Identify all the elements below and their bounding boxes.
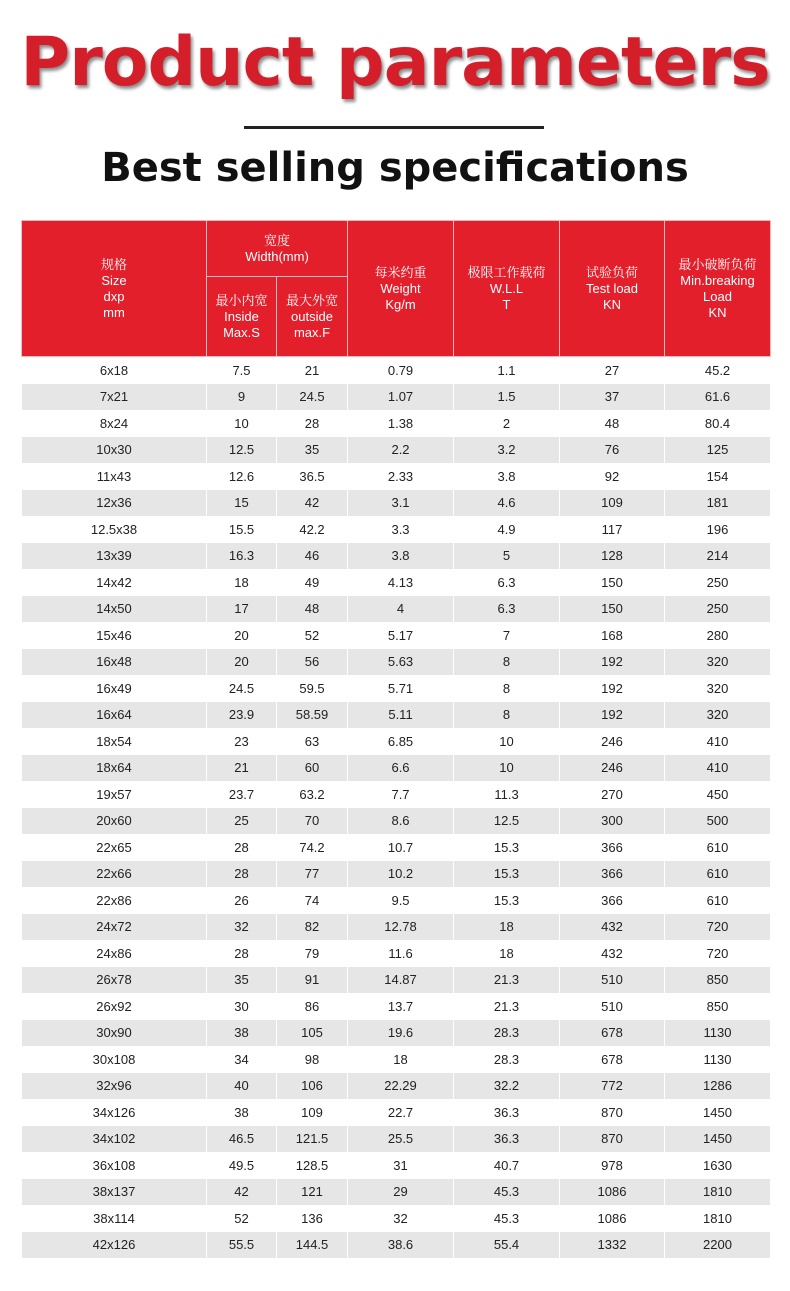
cell-breaking-load: 410 [665, 728, 771, 755]
cell-test-load: 270 [560, 781, 665, 808]
cell-inside: 32 [207, 914, 277, 941]
cell-test-load: 117 [560, 516, 665, 543]
cell-weight: 5.11 [348, 702, 454, 729]
cell-inside: 35 [207, 967, 277, 994]
table-row [22, 808, 771, 835]
cell-wll: 40.7 [454, 1152, 560, 1179]
cell-weight: 8.6 [348, 808, 454, 835]
cell-breaking-load: 720 [665, 940, 771, 967]
cell-breaking-load: 2200 [665, 1232, 771, 1259]
cell-outside: 63.2 [277, 781, 348, 808]
cell-outside: 60 [277, 755, 348, 782]
cell-weight: 22.7 [348, 1099, 454, 1126]
cell-size: 14x50 [22, 596, 207, 623]
cell-weight: 0.79 [348, 357, 454, 384]
cell-inside: 20 [207, 622, 277, 649]
cell-breaking-load: 125 [665, 437, 771, 464]
cell-size: 30x90 [22, 1020, 207, 1047]
cell-wll: 15.3 [454, 887, 560, 914]
cell-wll: 55.4 [454, 1232, 560, 1259]
cell-size: 18x64 [22, 755, 207, 782]
header-width-group: 宽度 Width(mm) [207, 221, 348, 277]
cell-outside: 74.2 [277, 834, 348, 861]
cell-weight: 18 [348, 1046, 454, 1073]
cell-outside: 52 [277, 622, 348, 649]
cell-inside: 28 [207, 834, 277, 861]
cell-test-load: 150 [560, 596, 665, 623]
cell-test-load: 246 [560, 728, 665, 755]
cell-weight: 22.29 [348, 1073, 454, 1100]
cell-wll: 8 [454, 649, 560, 676]
table-row [22, 940, 771, 967]
cell-inside: 26 [207, 887, 277, 914]
cell-test-load: 150 [560, 569, 665, 596]
cell-breaking-load: 45.2 [665, 357, 771, 384]
cell-inside: 25 [207, 808, 277, 835]
cell-outside: 121 [277, 1179, 348, 1206]
cell-inside: 38 [207, 1020, 277, 1047]
cell-size: 22x65 [22, 834, 207, 861]
cell-outside: 21 [277, 357, 348, 384]
table-row [22, 781, 771, 808]
cell-outside: 105 [277, 1020, 348, 1047]
cell-weight: 4.13 [348, 569, 454, 596]
cell-test-load: 870 [560, 1126, 665, 1153]
cell-size: 38x114 [22, 1205, 207, 1232]
cell-breaking-load: 850 [665, 993, 771, 1020]
table-row [22, 993, 771, 1020]
cell-breaking-load: 1130 [665, 1046, 771, 1073]
cell-inside: 16.3 [207, 543, 277, 570]
cell-breaking-load: 500 [665, 808, 771, 835]
cell-inside: 23.7 [207, 781, 277, 808]
table-row [22, 702, 771, 729]
cell-size: 38x137 [22, 1179, 207, 1206]
cell-wll: 15.3 [454, 861, 560, 888]
cell-wll: 45.3 [454, 1205, 560, 1232]
cell-inside: 12.6 [207, 463, 277, 490]
cell-outside: 70 [277, 808, 348, 835]
header-size: 规格 Size dxp mm [22, 221, 207, 357]
cell-weight: 29 [348, 1179, 454, 1206]
cell-wll: 3.8 [454, 463, 560, 490]
cell-wll: 4.9 [454, 516, 560, 543]
cell-weight: 38.6 [348, 1232, 454, 1259]
cell-test-load: 366 [560, 834, 665, 861]
cell-breaking-load: 320 [665, 649, 771, 676]
cell-breaking-load: 1286 [665, 1073, 771, 1100]
cell-wll: 28.3 [454, 1020, 560, 1047]
cell-inside: 15.5 [207, 516, 277, 543]
table-header [22, 221, 771, 357]
header-outside-width: 最大外宽 outside max.F [277, 277, 348, 357]
table-row [22, 622, 771, 649]
cell-wll: 1.5 [454, 384, 560, 411]
table-row [22, 437, 771, 464]
cell-inside: 46.5 [207, 1126, 277, 1153]
cell-wll: 6.3 [454, 596, 560, 623]
cell-outside: 42.2 [277, 516, 348, 543]
cell-test-load: 870 [560, 1099, 665, 1126]
cell-outside: 86 [277, 993, 348, 1020]
cell-breaking-load: 196 [665, 516, 771, 543]
cell-weight: 19.6 [348, 1020, 454, 1047]
cell-size: 19x57 [22, 781, 207, 808]
table-row [22, 1073, 771, 1100]
table-row [22, 675, 771, 702]
cell-test-load: 109 [560, 490, 665, 517]
cell-breaking-load: 1630 [665, 1152, 771, 1179]
cell-breaking-load: 61.6 [665, 384, 771, 411]
cell-test-load: 1086 [560, 1205, 665, 1232]
cell-wll: 1.1 [454, 357, 560, 384]
cell-outside: 24.5 [277, 384, 348, 411]
cell-wll: 18 [454, 940, 560, 967]
table-row [22, 596, 771, 623]
cell-inside: 7.5 [207, 357, 277, 384]
cell-weight: 13.7 [348, 993, 454, 1020]
cell-wll: 21.3 [454, 967, 560, 994]
cell-size: 36x108 [22, 1152, 207, 1179]
cell-weight: 5.71 [348, 675, 454, 702]
cell-size: 34x102 [22, 1126, 207, 1153]
cell-weight: 2.2 [348, 437, 454, 464]
cell-inside: 9 [207, 384, 277, 411]
cell-outside: 77 [277, 861, 348, 888]
header-test-load: 试验负荷 Test load KN [560, 221, 665, 357]
cell-outside: 144.5 [277, 1232, 348, 1259]
cell-inside: 40 [207, 1073, 277, 1100]
table-row [22, 1046, 771, 1073]
cell-test-load: 510 [560, 993, 665, 1020]
header-weight: 每米约重 Weight Kg/m [348, 221, 454, 357]
specification-table [21, 220, 771, 1258]
table-body [22, 357, 771, 1259]
cell-breaking-load: 320 [665, 702, 771, 729]
cell-size: 13x39 [22, 543, 207, 570]
table-row [22, 1020, 771, 1047]
cell-size: 24x72 [22, 914, 207, 941]
cell-test-load: 37 [560, 384, 665, 411]
cell-breaking-load: 181 [665, 490, 771, 517]
cell-size: 42x126 [22, 1232, 207, 1259]
cell-weight: 32 [348, 1205, 454, 1232]
cell-weight: 5.63 [348, 649, 454, 676]
title-divider [244, 126, 544, 129]
cell-test-load: 92 [560, 463, 665, 490]
cell-weight: 11.6 [348, 940, 454, 967]
cell-wll: 7 [454, 622, 560, 649]
table-row [22, 887, 771, 914]
cell-outside: 106 [277, 1073, 348, 1100]
cell-size: 6x18 [22, 357, 207, 384]
cell-test-load: 432 [560, 914, 665, 941]
cell-test-load: 978 [560, 1152, 665, 1179]
cell-weight: 3.1 [348, 490, 454, 517]
cell-breaking-load: 280 [665, 622, 771, 649]
cell-test-load: 678 [560, 1020, 665, 1047]
table-row [22, 1232, 771, 1259]
cell-inside: 52 [207, 1205, 277, 1232]
cell-breaking-load: 1130 [665, 1020, 771, 1047]
table-row [22, 569, 771, 596]
cell-inside: 20 [207, 649, 277, 676]
cell-breaking-load: 154 [665, 463, 771, 490]
cell-inside: 23 [207, 728, 277, 755]
cell-inside: 21 [207, 755, 277, 782]
cell-weight: 10.2 [348, 861, 454, 888]
table-row [22, 490, 771, 517]
table-row [22, 649, 771, 676]
cell-outside: 128.5 [277, 1152, 348, 1179]
cell-wll: 5 [454, 543, 560, 570]
cell-inside: 17 [207, 596, 277, 623]
cell-outside: 58.59 [277, 702, 348, 729]
table-row [22, 728, 771, 755]
page-subtitle: Best selling specifications [101, 145, 689, 191]
cell-wll: 28.3 [454, 1046, 560, 1073]
cell-inside: 24.5 [207, 675, 277, 702]
cell-breaking-load: 720 [665, 914, 771, 941]
cell-breaking-load: 250 [665, 596, 771, 623]
cell-size: 30x108 [22, 1046, 207, 1073]
cell-weight: 25.5 [348, 1126, 454, 1153]
cell-weight: 14.87 [348, 967, 454, 994]
cell-test-load: 192 [560, 649, 665, 676]
cell-breaking-load: 320 [665, 675, 771, 702]
table-row [22, 463, 771, 490]
cell-size: 22x66 [22, 861, 207, 888]
cell-test-load: 128 [560, 543, 665, 570]
cell-outside: 56 [277, 649, 348, 676]
cell-size: 16x64 [22, 702, 207, 729]
table-row [22, 914, 771, 941]
cell-size: 12x36 [22, 490, 207, 517]
cell-outside: 74 [277, 887, 348, 914]
cell-inside: 15 [207, 490, 277, 517]
cell-inside: 38 [207, 1099, 277, 1126]
table-row [22, 1126, 771, 1153]
cell-test-load: 168 [560, 622, 665, 649]
cell-inside: 49.5 [207, 1152, 277, 1179]
table-row [22, 1205, 771, 1232]
cell-size: 34x126 [22, 1099, 207, 1126]
cell-wll: 3.2 [454, 437, 560, 464]
cell-size: 15x46 [22, 622, 207, 649]
cell-outside: 28 [277, 410, 348, 437]
table-row [22, 834, 771, 861]
cell-weight: 4 [348, 596, 454, 623]
cell-weight: 3.3 [348, 516, 454, 543]
cell-weight: 1.07 [348, 384, 454, 411]
cell-breaking-load: 610 [665, 834, 771, 861]
cell-inside: 55.5 [207, 1232, 277, 1259]
cell-breaking-load: 610 [665, 887, 771, 914]
cell-size: 16x49 [22, 675, 207, 702]
cell-wll: 18 [454, 914, 560, 941]
cell-breaking-load: 1450 [665, 1126, 771, 1153]
cell-inside: 28 [207, 940, 277, 967]
cell-outside: 36.5 [277, 463, 348, 490]
cell-size: 24x86 [22, 940, 207, 967]
cell-breaking-load: 410 [665, 755, 771, 782]
cell-wll: 10 [454, 755, 560, 782]
cell-inside: 23.9 [207, 702, 277, 729]
table-row [22, 967, 771, 994]
cell-size: 20x60 [22, 808, 207, 835]
cell-wll: 4.6 [454, 490, 560, 517]
cell-wll: 45.3 [454, 1179, 560, 1206]
cell-weight: 5.17 [348, 622, 454, 649]
cell-outside: 63 [277, 728, 348, 755]
cell-outside: 49 [277, 569, 348, 596]
cell-test-load: 510 [560, 967, 665, 994]
cell-weight: 6.6 [348, 755, 454, 782]
cell-weight: 31 [348, 1152, 454, 1179]
cell-weight: 10.7 [348, 834, 454, 861]
cell-inside: 28 [207, 861, 277, 888]
cell-test-load: 192 [560, 675, 665, 702]
cell-test-load: 48 [560, 410, 665, 437]
header-breaking-load: 最小破断负荷 Min.breaking Load KN [665, 221, 771, 357]
cell-breaking-load: 850 [665, 967, 771, 994]
cell-wll: 6.3 [454, 569, 560, 596]
cell-wll: 21.3 [454, 993, 560, 1020]
cell-inside: 18 [207, 569, 277, 596]
cell-weight: 6.85 [348, 728, 454, 755]
cell-breaking-load: 214 [665, 543, 771, 570]
cell-breaking-load: 1450 [665, 1099, 771, 1126]
cell-test-load: 192 [560, 702, 665, 729]
table-row [22, 543, 771, 570]
cell-wll: 11.3 [454, 781, 560, 808]
cell-size: 26x78 [22, 967, 207, 994]
cell-size: 12.5x38 [22, 516, 207, 543]
cell-size: 11x43 [22, 463, 207, 490]
header-wll: 极限工作载荷 W.L.L T [454, 221, 560, 357]
cell-inside: 10 [207, 410, 277, 437]
cell-size: 16x48 [22, 649, 207, 676]
cell-weight: 1.38 [348, 410, 454, 437]
cell-test-load: 366 [560, 861, 665, 888]
cell-breaking-load: 450 [665, 781, 771, 808]
cell-outside: 121.5 [277, 1126, 348, 1153]
header-inside-width: 最小内宽 Inside Max.S [207, 277, 277, 357]
cell-outside: 46 [277, 543, 348, 570]
cell-wll: 36.3 [454, 1099, 560, 1126]
cell-wll: 10 [454, 728, 560, 755]
cell-outside: 91 [277, 967, 348, 994]
table-row [22, 1099, 771, 1126]
cell-test-load: 366 [560, 887, 665, 914]
cell-weight: 9.5 [348, 887, 454, 914]
cell-wll: 8 [454, 702, 560, 729]
cell-weight: 12.78 [348, 914, 454, 941]
cell-weight: 7.7 [348, 781, 454, 808]
cell-wll: 2 [454, 410, 560, 437]
table-row [22, 410, 771, 437]
cell-breaking-load: 1810 [665, 1205, 771, 1232]
page-title: Product parameters [20, 23, 770, 102]
cell-size: 10x30 [22, 437, 207, 464]
cell-breaking-load: 80.4 [665, 410, 771, 437]
cell-breaking-load: 610 [665, 861, 771, 888]
cell-outside: 136 [277, 1205, 348, 1232]
cell-outside: 82 [277, 914, 348, 941]
table-row [22, 755, 771, 782]
cell-wll: 32.2 [454, 1073, 560, 1100]
table-row [22, 861, 771, 888]
cell-size: 22x86 [22, 887, 207, 914]
cell-outside: 59.5 [277, 675, 348, 702]
cell-outside: 98 [277, 1046, 348, 1073]
cell-wll: 12.5 [454, 808, 560, 835]
cell-outside: 42 [277, 490, 348, 517]
cell-test-load: 772 [560, 1073, 665, 1100]
cell-breaking-load: 1810 [665, 1179, 771, 1206]
cell-outside: 48 [277, 596, 348, 623]
cell-outside: 109 [277, 1099, 348, 1126]
cell-wll: 36.3 [454, 1126, 560, 1153]
cell-inside: 42 [207, 1179, 277, 1206]
table-row [22, 384, 771, 411]
cell-inside: 34 [207, 1046, 277, 1073]
table-row [22, 1152, 771, 1179]
cell-wll: 15.3 [454, 834, 560, 861]
cell-breaking-load: 250 [665, 569, 771, 596]
cell-test-load: 1086 [560, 1179, 665, 1206]
table-row [22, 357, 771, 384]
cell-test-load: 1332 [560, 1232, 665, 1259]
cell-test-load: 300 [560, 808, 665, 835]
cell-size: 26x92 [22, 993, 207, 1020]
cell-wll: 8 [454, 675, 560, 702]
cell-size: 8x24 [22, 410, 207, 437]
cell-size: 18x54 [22, 728, 207, 755]
cell-test-load: 246 [560, 755, 665, 782]
table-row [22, 1179, 771, 1206]
cell-test-load: 678 [560, 1046, 665, 1073]
cell-test-load: 432 [560, 940, 665, 967]
cell-test-load: 76 [560, 437, 665, 464]
cell-size: 7x21 [22, 384, 207, 411]
cell-size: 14x42 [22, 569, 207, 596]
cell-size: 32x96 [22, 1073, 207, 1100]
cell-inside: 30 [207, 993, 277, 1020]
cell-weight: 2.33 [348, 463, 454, 490]
cell-inside: 12.5 [207, 437, 277, 464]
cell-weight: 3.8 [348, 543, 454, 570]
cell-test-load: 27 [560, 357, 665, 384]
cell-outside: 35 [277, 437, 348, 464]
table-row [22, 516, 771, 543]
cell-outside: 79 [277, 940, 348, 967]
